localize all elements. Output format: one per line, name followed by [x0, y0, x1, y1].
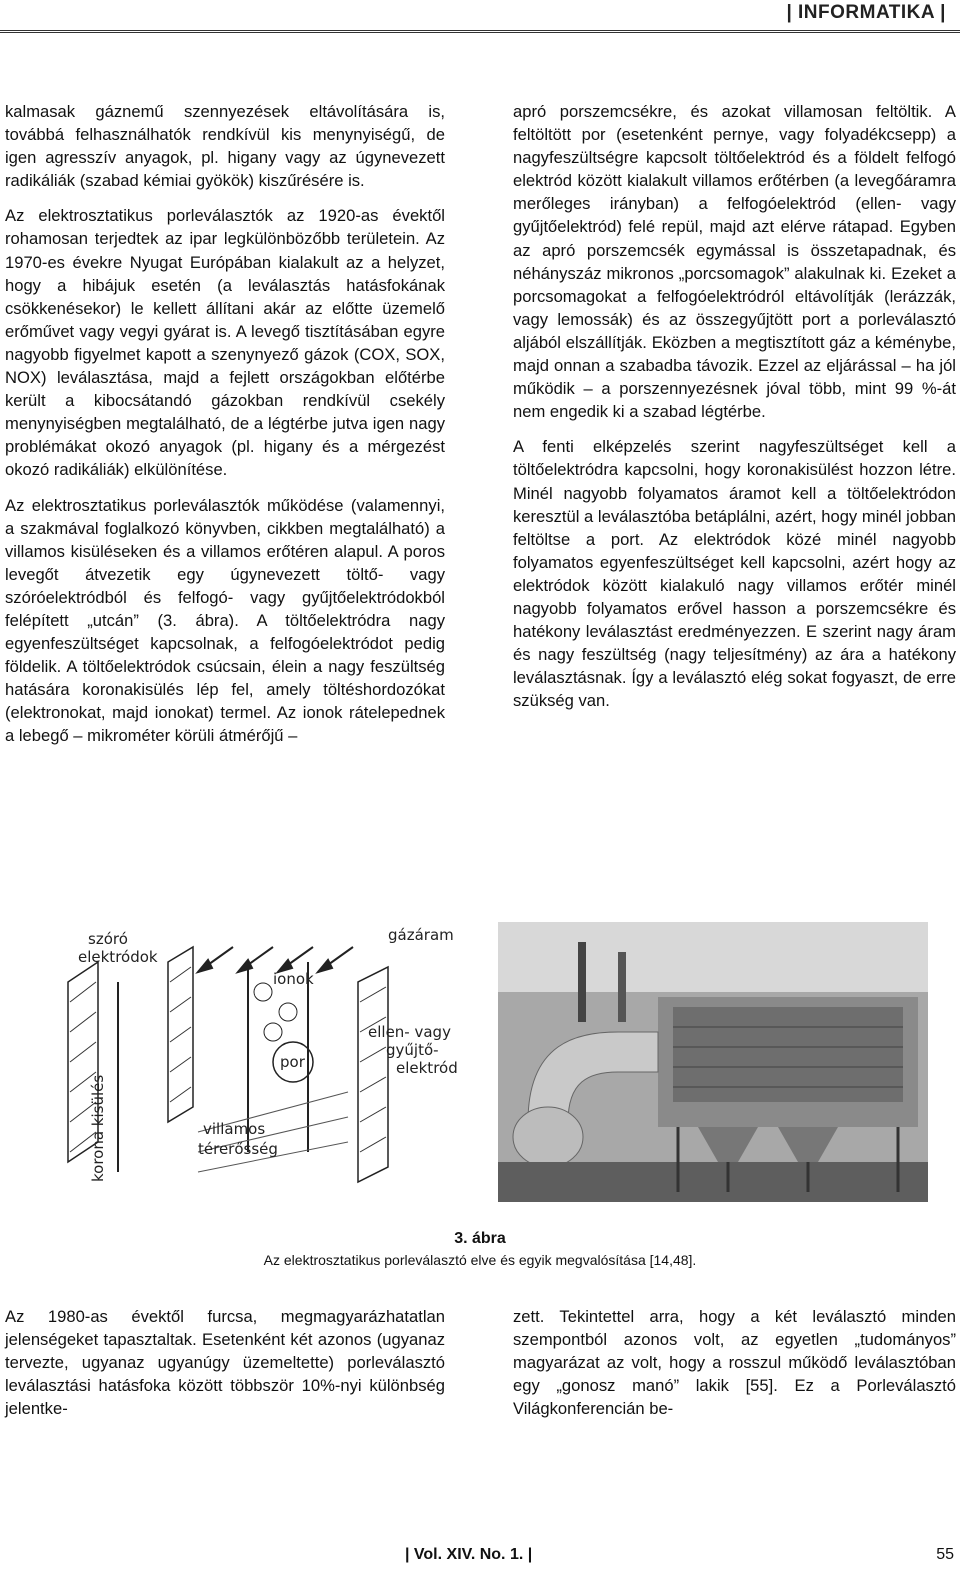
- figure-3: [58, 922, 928, 1202]
- paragraph: apró porszemcsékre, és azokat villamosan feltöltik. A feltöltött por (esetenként pernye, vagy folyadékcsepp) a nagyfeszültségre kapcsolt töltőelektród és a földelt felfogó elektród között kialakult villamos erőtérben (a levegőáramra merőleges irányban) a felfogóelektród (ellen- vagy gyűjtőelektród) felé repül, majd azt elérve rátapad. Egyben az apró porszemcsék egymással is összetapadnak, és néhányszáz mikronos „porcsomagok” alakulnak ki. Ezeket a porcsomagokat a felfogóelektródról eltávolítják (lerázzák, vagy lemossák) és az összegyűjtött port a porleválasztó aljából elszállítják. Eközben a megtisztított gáz a kéménybe, majd onnan a szabadba távozik. Ezzel az eljárással – ha jól működik – a porszennyezésnek jóval több, mint 99 %-át nem engedik ki a szabad légtérbe.: [513, 102, 956, 422]
- sketch-label: szóró: [88, 930, 128, 948]
- paragraph: kalmasak gáznemű szennyezések eltávolítására is, továbbá felhasználhatók rendkívül kis menynyiségű, de igen agresszív anyagok, pl. higany vagy az úgynevezett radikáliák (szabad kémiai gyökök) kiszűrésére is.: [5, 102, 445, 191]
- sketch-label: ionok: [273, 970, 314, 988]
- paragraph: Az elektrosztatikus porleválasztók az 1920-as évektől rohamosan terjedtek az ipar legkülönbözőbb területein. Az 1970-es évekre Nyugat Európában kialakult az a helyzet, hogy a hibájuk esetén (a leválasztás hatásfokának csökkenésekor) le kellett állítani akár az előtte üzemelő erőművet vagy vegyi gyárat is. A levegő tisztításában egyre nagyobb figyelmet kapott a szenynyező gázok (COX, SOX, NOX) leválasztása, majd a fejlett országokban előtérbe került a kibocsátandó gázokban rendkívül csekély menynyiségben megtalálható, de a légtérbe jutva igen nagy problémákat okozó anyagok (pl. higany és a mérgezést okozó radikáliák) elkülönítése.: [5, 206, 445, 480]
- figure-caption: Az elektrosztatikus porleválasztó elve és egyik megvalósítása [14,48].: [263, 1252, 697, 1268]
- sketch-label: térerősség: [198, 1140, 278, 1158]
- figure-caption-number: 3. ábra: [454, 1230, 506, 1247]
- sketch-label: elektród: [396, 1059, 458, 1077]
- right-text-column: [513, 100, 956, 724]
- sketch-label: elektródok: [78, 948, 158, 966]
- electrostatic-principle-sketch: [58, 922, 498, 1202]
- left-text-column: [5, 100, 445, 760]
- paragraph: zett. Tekintettel arra, hogy a két leválasztó minden szempontból azonos volt, az egyetlen „tudományos” magyarázat az volt, hogy a rosszul működő leválasztóban egy „gonosz manó” lakik [55]. Ez a Porleválasztó Világkonferencián be-: [513, 1307, 956, 1419]
- section-header: | INFORMATIKA |: [786, 2, 946, 23]
- header-divider: [0, 30, 960, 33]
- precipitator-photo: [498, 922, 928, 1202]
- sketch-label: villamos: [203, 1120, 266, 1138]
- sketch-label: gyűjtő-: [386, 1041, 439, 1059]
- sketch-label: ellen- vagy: [368, 1023, 451, 1041]
- sketch-label: korona kisülés: [89, 1074, 107, 1182]
- paragraph: Az elektrosztatikus porleválasztók működése (valamennyi, a szakmával foglalkozó könyvben, cikkben megtalálható) a villamos kisüléseken és a villamos erőtéren alapul. A poros levegőt átvezetik egy úgynevezett töltő- vagy szóróelektródból és felfogó- vagy gyűjtőelektródokból felépített „utcán” (3. ábra). A töltőelektródra nagy egyenfeszültséget kapcsolnak, a felfogóelektródot pedig földelik. A töltőelektródok csúcsain, élein a nagy feszültség hatására koronakisülés lép fel, amely töltéshordozókat (elektronokat, majd ionokat) termel. Az ionok rátelepednek a lebegő – mikrométer körüli átmérőjű –: [5, 495, 445, 746]
- paragraph: Az 1980-as évektől furcsa, megmagyarázhatatlan jelenségeket tapasztaltak. Esetenként két azonos (ugyanaz tervezte, ugyanaz ugyanúgy üzemeltette) porleválasztó leválasztási hatásfoka között többször 10%-nyi különbség jelentke-: [5, 1307, 445, 1419]
- footer-volume: | Vol. XIV. No. 1. |: [405, 1546, 533, 1563]
- sketch-label: gázáram: [388, 926, 454, 944]
- bottom-left-column: [5, 1305, 445, 1432]
- page-number: 55: [936, 1546, 954, 1563]
- bottom-right-column: [513, 1305, 956, 1432]
- sketch-label: por: [280, 1053, 305, 1071]
- figure-illustration: [58, 922, 928, 1202]
- paragraph: A fenti elképzelés szerint nagyfeszültséget kell a töltőelektródra kapcsolni, hogy koronakisülést hozzon létre. Minél nagyobb folyamatos áramot kell a töltőelektródon keresztül a leválasztóba betáplálni, azért, hogy minél jobban feltöltse a port. Az elektródok közé minél nagyobb folyamatos egyenfeszültséget kell kapcsolni, azért hogy az elektródok között kialakuló nagy villamos erőtér minél nagyobb folyamatos erővel hasson a porszemcsékre és hatékony leválasztást eredményezzen. E szerint nagy áram és nagy feszültség (nagy teljesítmény) az ára a hatékony leválasztásnak. Így a leválasztó elég sokat fogyaszt, de erre szükség van.: [513, 437, 956, 711]
